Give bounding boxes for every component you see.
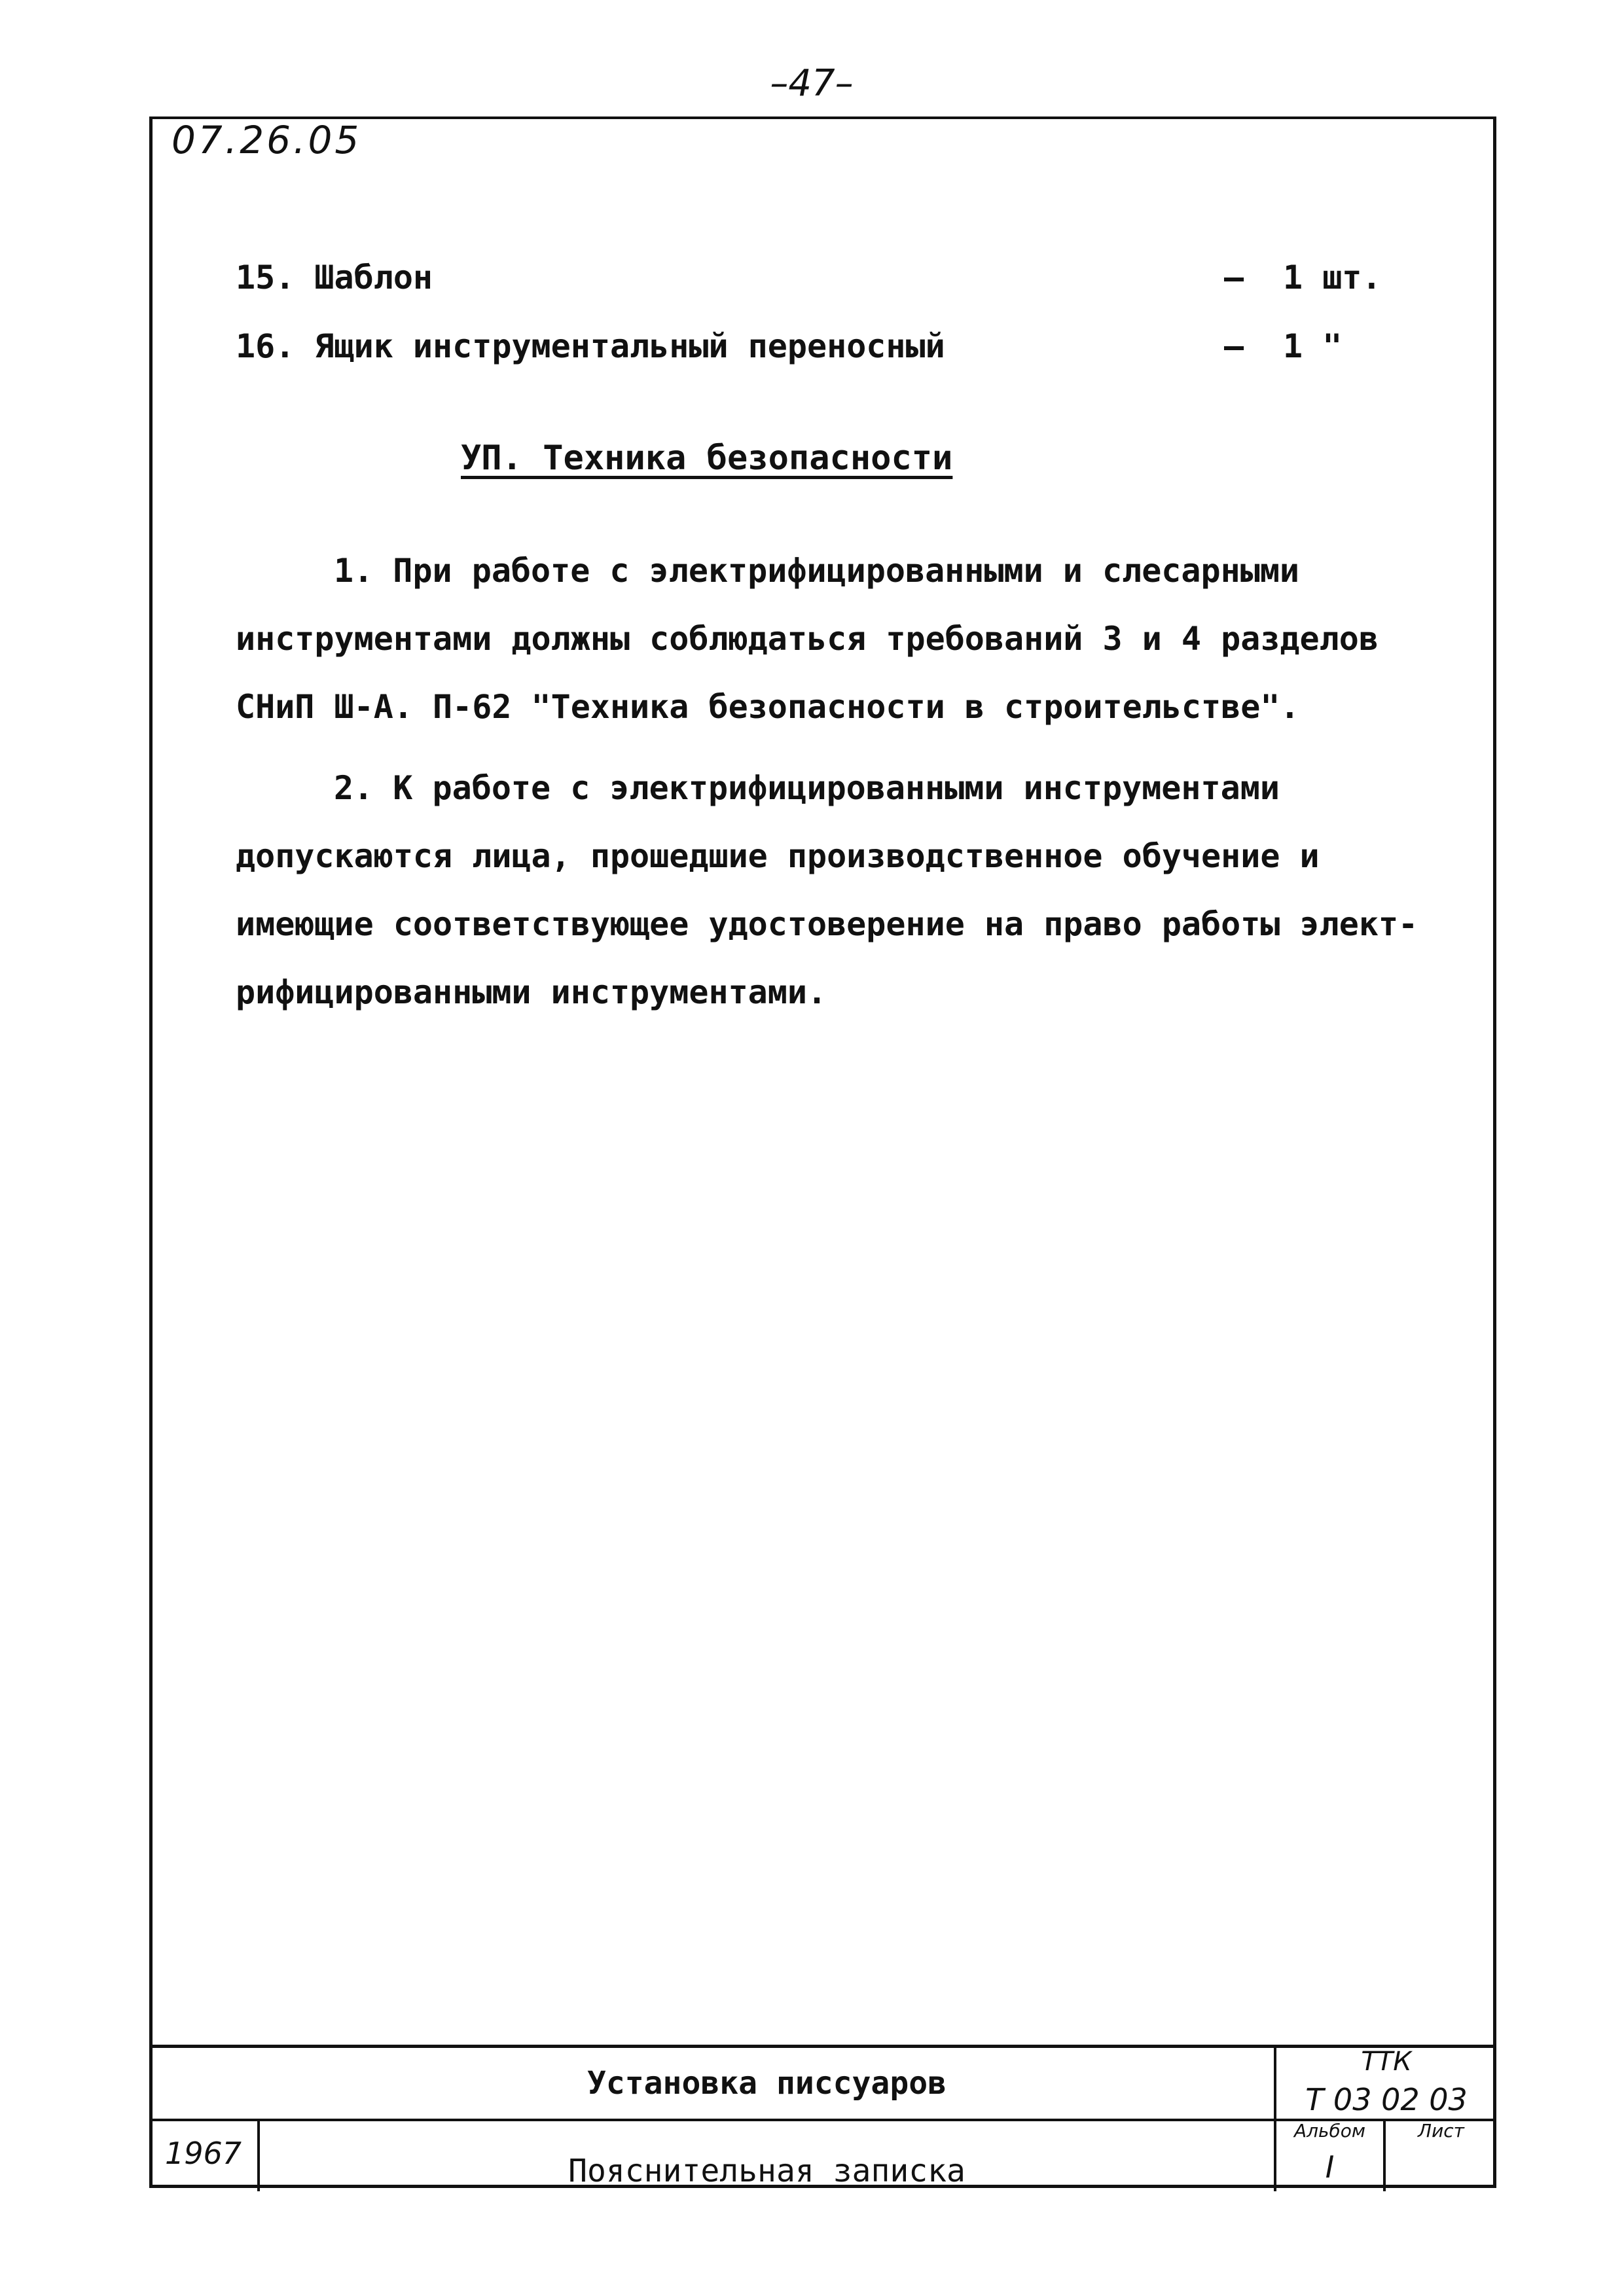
section-title: УП. Техника безопасности [461, 439, 953, 478]
page-frame [149, 117, 1496, 2188]
item-quantity: 1 " [1283, 327, 1343, 365]
drawing-title: Установка писсуаров [586, 2065, 947, 2102]
item-dash: – [1224, 327, 1244, 365]
paragraph-line: СНиП Ш-А. П-62 "Техника безопасности в строительстве". [236, 688, 1300, 726]
item-number: 15. [236, 259, 295, 296]
item-dash: – [1224, 259, 1244, 296]
item-quantity: 1 шт. [1283, 259, 1382, 296]
list-item [236, 259, 433, 296]
item-name: Шаблон [314, 259, 433, 296]
series-code: Т 03 02 03 [1305, 2082, 1468, 2117]
paragraph-line: рифицированными инструментами. [236, 973, 827, 1011]
page-number: –47– [770, 62, 854, 105]
year: 1967 [164, 2136, 242, 2171]
sheet-label: Лист [1418, 2120, 1464, 2142]
album-label: Альбом [1293, 2120, 1366, 2142]
document-type: Пояснительная записка [568, 2153, 965, 2189]
album-value: I [1325, 2149, 1335, 2185]
paragraph-line: 2. К работе с электрифицированными инструментами [334, 769, 1280, 807]
item-name: Ящик инструментальный переносный [314, 327, 945, 365]
paragraph [236, 754, 1479, 1026]
title-block [149, 2045, 1496, 2188]
paragraph-line: допускаются лица, прошедшие производственное обучение и [236, 837, 1320, 875]
paragraph [236, 537, 1479, 741]
paragraph-line: 1. При работе с электрифицированными и слесарными [334, 552, 1300, 590]
series-label: ТТК [1361, 2047, 1412, 2077]
item-number: 16. [236, 327, 295, 365]
paragraph-line: имеющие соответствующее удостоверение на право работы элект- [236, 905, 1418, 943]
paragraph-line: инструментами должны соблюдаться требований 3 и 4 разделов [236, 620, 1379, 658]
list-item [236, 327, 945, 365]
document-code: 07.26.05 [171, 118, 362, 162]
